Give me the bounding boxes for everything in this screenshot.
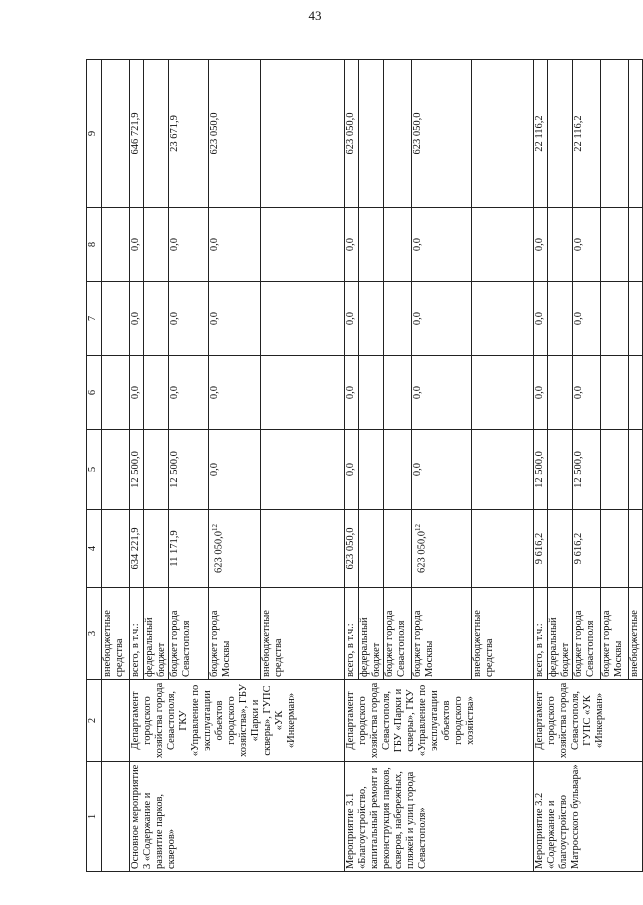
column-header: 7 [87,282,102,356]
value-text: 0,0 [573,237,584,252]
value-cell [384,430,412,510]
value-text: 0,0 [412,462,423,477]
value-cell [534,282,548,356]
value-cell [629,208,643,282]
value-text: 0,0 [412,385,423,400]
value-cell [548,60,573,208]
value-cell [534,208,548,282]
value-cell [601,510,629,588]
value-text: 623 050,0 [345,527,356,570]
value-cell [144,282,169,356]
table-cell [102,430,130,510]
table-cell [102,510,130,588]
value-text: 22 116,2 [534,115,545,152]
column-header: 2 [87,680,102,762]
value-cell [345,430,359,510]
value-cell [144,208,169,282]
value-cell [359,430,384,510]
value-text: 623 050,0 [416,531,428,573]
value-cell [472,60,534,208]
value-cell [601,430,629,510]
value-cell [209,510,261,588]
value-cell [472,510,534,588]
value-cell [345,282,359,356]
value-cell [573,282,601,356]
value-text: 11 171,9 [169,530,180,567]
value-text: 12 500,0 [573,451,584,488]
table-cell [102,356,130,430]
value-text: 0,0 [169,385,180,400]
value-cell [261,356,345,430]
value-text: 0,0 [209,311,220,326]
value-text: 9 616,2 [534,532,545,565]
value-cell [548,510,573,588]
value-text: 12 500,0 [534,451,545,488]
table-cell [102,208,130,282]
value-cell [130,60,144,208]
value-cell [534,430,548,510]
value-text: 0,0 [169,237,180,252]
value-cell [169,282,209,356]
value-cell [144,356,169,430]
funding-source-cell: внебюджетные средства [102,588,130,680]
value-text: 0,0 [573,385,584,400]
value-cell [384,356,412,430]
value-text: 0,0 [209,462,220,477]
value-cell [169,510,209,588]
value-cell [573,356,601,430]
value-cell [629,282,643,356]
table-cell [102,762,130,872]
value-cell [169,356,209,430]
value-cell [345,510,359,588]
value-cell [534,510,548,588]
table-row [130,60,144,872]
value-text: 0,0 [345,237,356,252]
funding-source-cell: внебюджетные [629,588,643,680]
table-row [345,60,359,872]
table-row [534,60,548,872]
value-cell [359,510,384,588]
value-cell [144,430,169,510]
column-header: 6 [87,356,102,430]
value-cell [359,356,384,430]
rotated-table-wrapper [86,60,640,872]
column-header: 5 [87,430,102,510]
funding-source-cell: бюджет города Москвы [412,588,472,680]
value-cell [345,208,359,282]
value-cell [261,430,345,510]
value-text: 0,0 [209,385,220,400]
value-cell [169,430,209,510]
value-cell [573,208,601,282]
measure-name-cell: Мероприятие 3.2 «Содержание и благоустройство Матросского бульвара» [534,762,643,872]
column-header: 1 [87,762,102,872]
value-cell [169,208,209,282]
value-cell [130,510,144,588]
value-cell [130,430,144,510]
value-text: 0,0 [345,462,356,477]
column-header: 9 [87,60,102,208]
value-cell [144,510,169,588]
column-header: 4 [87,510,102,588]
value-text: 0,0 [130,311,141,326]
value-text: 0,0 [534,237,545,252]
value-text: 646 721,9 [130,112,141,155]
value-text: 623 050,0 [345,112,356,155]
value-cell [534,60,548,208]
value-cell [261,208,345,282]
value-cell [629,430,643,510]
value-text: 623 050,0 [213,531,225,573]
value-cell [548,356,573,430]
value-text: 9 616,2 [573,532,584,565]
value-text: 12 500,0 [130,451,141,488]
value-text: 22 116,2 [573,115,584,152]
value-text: 0,0 [345,311,356,326]
value-text: 0,0 [169,311,180,326]
funding-source-cell: всего, в т.ч.: [345,588,359,680]
value-text: 623 050,0 [209,112,220,155]
value-text: 623 050,0 [412,112,423,155]
value-text: 0,0 [345,385,356,400]
column-header-row [87,60,102,872]
value-cell [209,208,261,282]
value-text: 0,0 [412,237,423,252]
value-cell [384,510,412,588]
value-cell [209,282,261,356]
value-cell [261,510,345,588]
value-cell [384,60,412,208]
funding-source-cell: бюджет города Севастополя [384,588,412,680]
value-cell [412,208,472,282]
footnote-mark: 12 [414,524,422,531]
value-cell [573,430,601,510]
budget-table [86,59,643,872]
value-cell [629,510,643,588]
value-cell [601,356,629,430]
value-cell [548,282,573,356]
value-text: 23 671,9 [169,115,180,152]
value-text: 634 221,9 [130,527,141,570]
value-cell [130,282,144,356]
value-cell [261,282,345,356]
value-cell [130,208,144,282]
value-text: 0,0 [412,311,423,326]
table-cell [102,60,130,208]
value-cell [384,208,412,282]
value-cell [412,510,472,588]
funding-source-cell: бюджет города Севастополя [169,588,209,680]
funding-source-cell: бюджет города Москвы [209,588,261,680]
table-row [102,60,130,872]
value-cell [412,430,472,510]
value-cell [412,356,472,430]
executor-cell: Департамент городского хозяйства города Севастополя, ГКУ «Управление по эксплуатации объектов городского хозяйства», ГБУ «Парки и скверы», ГУПС «УК «Инкерман» [130,680,345,762]
value-cell [130,356,144,430]
funding-source-cell: всего, в т.ч.: [130,588,144,680]
value-cell [209,356,261,430]
value-cell [548,208,573,282]
value-cell [359,208,384,282]
table-cell [102,680,130,762]
value-cell [345,356,359,430]
funding-source-cell: федеральный бюджет [144,588,169,680]
value-text: 0,0 [209,237,220,252]
funding-source-cell: федеральный бюджет [548,588,573,680]
value-cell [359,282,384,356]
value-cell [472,208,534,282]
funding-source-cell: федеральный бюджет [359,588,384,680]
value-cell [359,60,384,208]
value-cell [472,356,534,430]
value-cell [384,282,412,356]
funding-source-cell: бюджет города Москвы [601,588,629,680]
column-header: 3 [87,588,102,680]
funding-source-cell: бюджет города Севастополя [573,588,601,680]
value-text: 0,0 [130,385,141,400]
budget-blocks [130,60,643,872]
measure-name-cell: Мероприятие 3.1 «Благоустройство, капитальный ремонт и реконструкция парков, скверов, набережных, пляжей и улиц города Севастополя» [345,762,534,872]
value-cell [472,430,534,510]
value-cell [601,60,629,208]
value-cell [209,60,261,208]
value-cell [412,282,472,356]
value-cell [629,356,643,430]
value-text: 0,0 [130,237,141,252]
value-cell [601,208,629,282]
funding-source-cell: внебюджетные средства [472,588,534,680]
value-cell [573,510,601,588]
value-cell [169,60,209,208]
value-text: 0,0 [573,311,584,326]
value-text: 12 500,0 [169,451,180,488]
footnote-mark: 12 [211,524,219,531]
value-cell [261,60,345,208]
executor-cell: Департамент городского хозяйства города Севастополя, ГУПС «УК «Инкерман» [534,680,643,762]
value-cell [573,60,601,208]
value-cell [209,430,261,510]
measure-name-cell: Основное мероприятие 3 «Содержание и развитие парков, скверов» [130,762,345,872]
executor-cell: Департамент городского хозяйства города Севастополя, ГБУ «Парки и скверы», ГКУ «Управление по эксплуатации объектов городского хозяйства» [345,680,534,762]
value-cell [345,60,359,208]
value-cell [548,430,573,510]
value-text: 0,0 [534,311,545,326]
column-header: 8 [87,208,102,282]
page-number: 43 [308,8,322,23]
value-cell [144,60,169,208]
value-cell [412,60,472,208]
table-cell [102,282,130,356]
value-text: 0,0 [534,385,545,400]
value-cell [629,60,643,208]
value-cell [601,282,629,356]
value-cell [472,282,534,356]
value-cell [534,356,548,430]
funding-source-cell: внебюджетные средства [261,588,345,680]
funding-source-cell: всего, в т.ч.: [534,588,548,680]
